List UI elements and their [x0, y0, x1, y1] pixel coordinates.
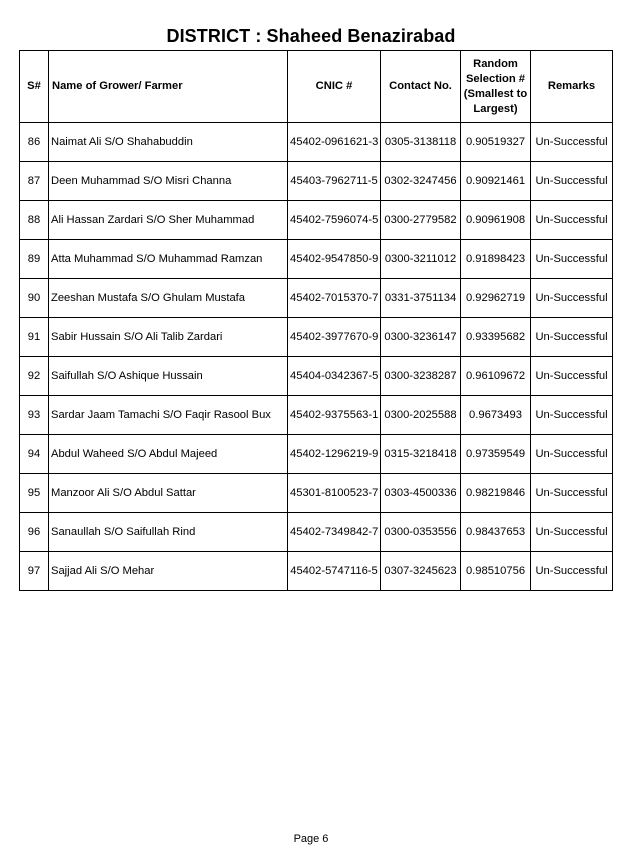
cell-contact: 0315-3218418: [381, 435, 461, 474]
cell-contact: 0300-2779582: [381, 201, 461, 240]
table-row: [20, 240, 613, 279]
cell-random: 0.90961908: [461, 201, 531, 240]
cell-name: Sardar Jaam Tamachi S/O Faqir Rasool Bux: [49, 396, 288, 435]
cell-name: Manzoor Ali S/O Abdul Sattar: [49, 474, 288, 513]
cell-cnic: 45402-7596074-5: [288, 201, 381, 240]
cell-sn: 87: [20, 162, 49, 201]
cell-sn: 94: [20, 435, 49, 474]
cell-name: Sanaullah S/O Saifullah Rind: [49, 513, 288, 552]
cell-name: Sajjad Ali S/O Mehar: [49, 552, 288, 591]
table-row: [20, 318, 613, 357]
cell-contact: 0300-3236147: [381, 318, 461, 357]
cell-remarks: Un-Successful: [531, 552, 613, 591]
cell-sn: 95: [20, 474, 49, 513]
cell-contact: 0302-3247456: [381, 162, 461, 201]
cell-cnic: 45402-9375563-1: [288, 396, 381, 435]
cell-name: Ali Hassan Zardari S/O Sher Muhammad: [49, 201, 288, 240]
cell-remarks: Un-Successful: [531, 123, 613, 162]
col-header-contact: Contact No.: [381, 51, 461, 123]
cell-cnic: 45402-3977670-9: [288, 318, 381, 357]
cell-name: Abdul Waheed S/O Abdul Majeed: [49, 435, 288, 474]
col-header-random: Random Selection # (Smallest to Largest): [461, 51, 531, 123]
cell-sn: 86: [20, 123, 49, 162]
cell-random: 0.9673493: [461, 396, 531, 435]
cell-remarks: Un-Successful: [531, 279, 613, 318]
cell-cnic: 45301-8100523-7: [288, 474, 381, 513]
cell-contact: 0300-3211012: [381, 240, 461, 279]
table-row: [20, 201, 613, 240]
cell-remarks: Un-Successful: [531, 513, 613, 552]
table-row: [20, 162, 613, 201]
cell-name: Atta Muhammad S/O Muhammad Ramzan: [49, 240, 288, 279]
cell-remarks: Un-Successful: [531, 318, 613, 357]
results-table: [19, 50, 613, 591]
cell-contact: 0331-3751134: [381, 279, 461, 318]
cell-remarks: Un-Successful: [531, 396, 613, 435]
cell-random: 0.98437653: [461, 513, 531, 552]
table-row: [20, 474, 613, 513]
col-header-remarks: Remarks: [531, 51, 613, 123]
cell-name: Sabir Hussain S/O Ali Talib Zardari: [49, 318, 288, 357]
cell-cnic: 45403-7962711-5: [288, 162, 381, 201]
cell-remarks: Un-Successful: [531, 201, 613, 240]
table-row: [20, 552, 613, 591]
cell-cnic: 45402-0961621-3: [288, 123, 381, 162]
cell-cnic: 45404-0342367-5: [288, 357, 381, 396]
cell-remarks: Un-Successful: [531, 435, 613, 474]
cell-sn: 90: [20, 279, 49, 318]
cell-cnic: 45402-7349842-7: [288, 513, 381, 552]
cell-contact: 0305-3138118: [381, 123, 461, 162]
table-row: [20, 279, 613, 318]
col-header-sn: S#: [20, 51, 49, 123]
cell-sn: 89: [20, 240, 49, 279]
cell-sn: 96: [20, 513, 49, 552]
cell-remarks: Un-Successful: [531, 240, 613, 279]
cell-sn: 92: [20, 357, 49, 396]
table-row: [20, 357, 613, 396]
table-row: [20, 123, 613, 162]
cell-sn: 88: [20, 201, 49, 240]
cell-random: 0.96109672: [461, 357, 531, 396]
cell-cnic: 45402-7015370-7: [288, 279, 381, 318]
cell-random: 0.92962719: [461, 279, 531, 318]
cell-random: 0.90921461: [461, 162, 531, 201]
cell-contact: 0300-0353556: [381, 513, 461, 552]
cell-name: Saifullah S/O Ashique Hussain: [49, 357, 288, 396]
cell-random: 0.97359549: [461, 435, 531, 474]
col-header-cnic: CNIC #: [288, 51, 381, 123]
cell-cnic: 45402-9547850-9: [288, 240, 381, 279]
cell-sn: 93: [20, 396, 49, 435]
cell-contact: 0300-3238287: [381, 357, 461, 396]
table-row: [20, 435, 613, 474]
page-title: DISTRICT : Shaheed Benazirabad: [166, 26, 456, 46]
cell-contact: 0307-3245623: [381, 552, 461, 591]
cell-cnic: 45402-5747116-5: [288, 552, 381, 591]
cell-random: 0.93395682: [461, 318, 531, 357]
page-number: Page 6: [293, 833, 329, 845]
table-body: [20, 123, 613, 591]
col-header-name: Name of Grower/ Farmer: [49, 51, 288, 123]
cell-name: Deen Muhammad S/O Misri Channa: [49, 162, 288, 201]
table-row: [20, 396, 613, 435]
cell-remarks: Un-Successful: [531, 162, 613, 201]
cell-remarks: Un-Successful: [531, 474, 613, 513]
cell-sn: 97: [20, 552, 49, 591]
table-row: [20, 513, 613, 552]
cell-random: 0.91898423: [461, 240, 531, 279]
cell-random: 0.98219846: [461, 474, 531, 513]
cell-name: Zeeshan Mustafa S/O Ghulam Mustafa: [49, 279, 288, 318]
cell-random: 0.90519327: [461, 123, 531, 162]
cell-contact: 0300-2025588: [381, 396, 461, 435]
cell-name: Naimat Ali S/O Shahabuddin: [49, 123, 288, 162]
cell-sn: 91: [20, 318, 49, 357]
cell-contact: 0303-4500336: [381, 474, 461, 513]
cell-random: 0.98510756: [461, 552, 531, 591]
table-header-row: [20, 51, 613, 123]
cell-cnic: 45402-1296219-9: [288, 435, 381, 474]
cell-remarks: Un-Successful: [531, 357, 613, 396]
